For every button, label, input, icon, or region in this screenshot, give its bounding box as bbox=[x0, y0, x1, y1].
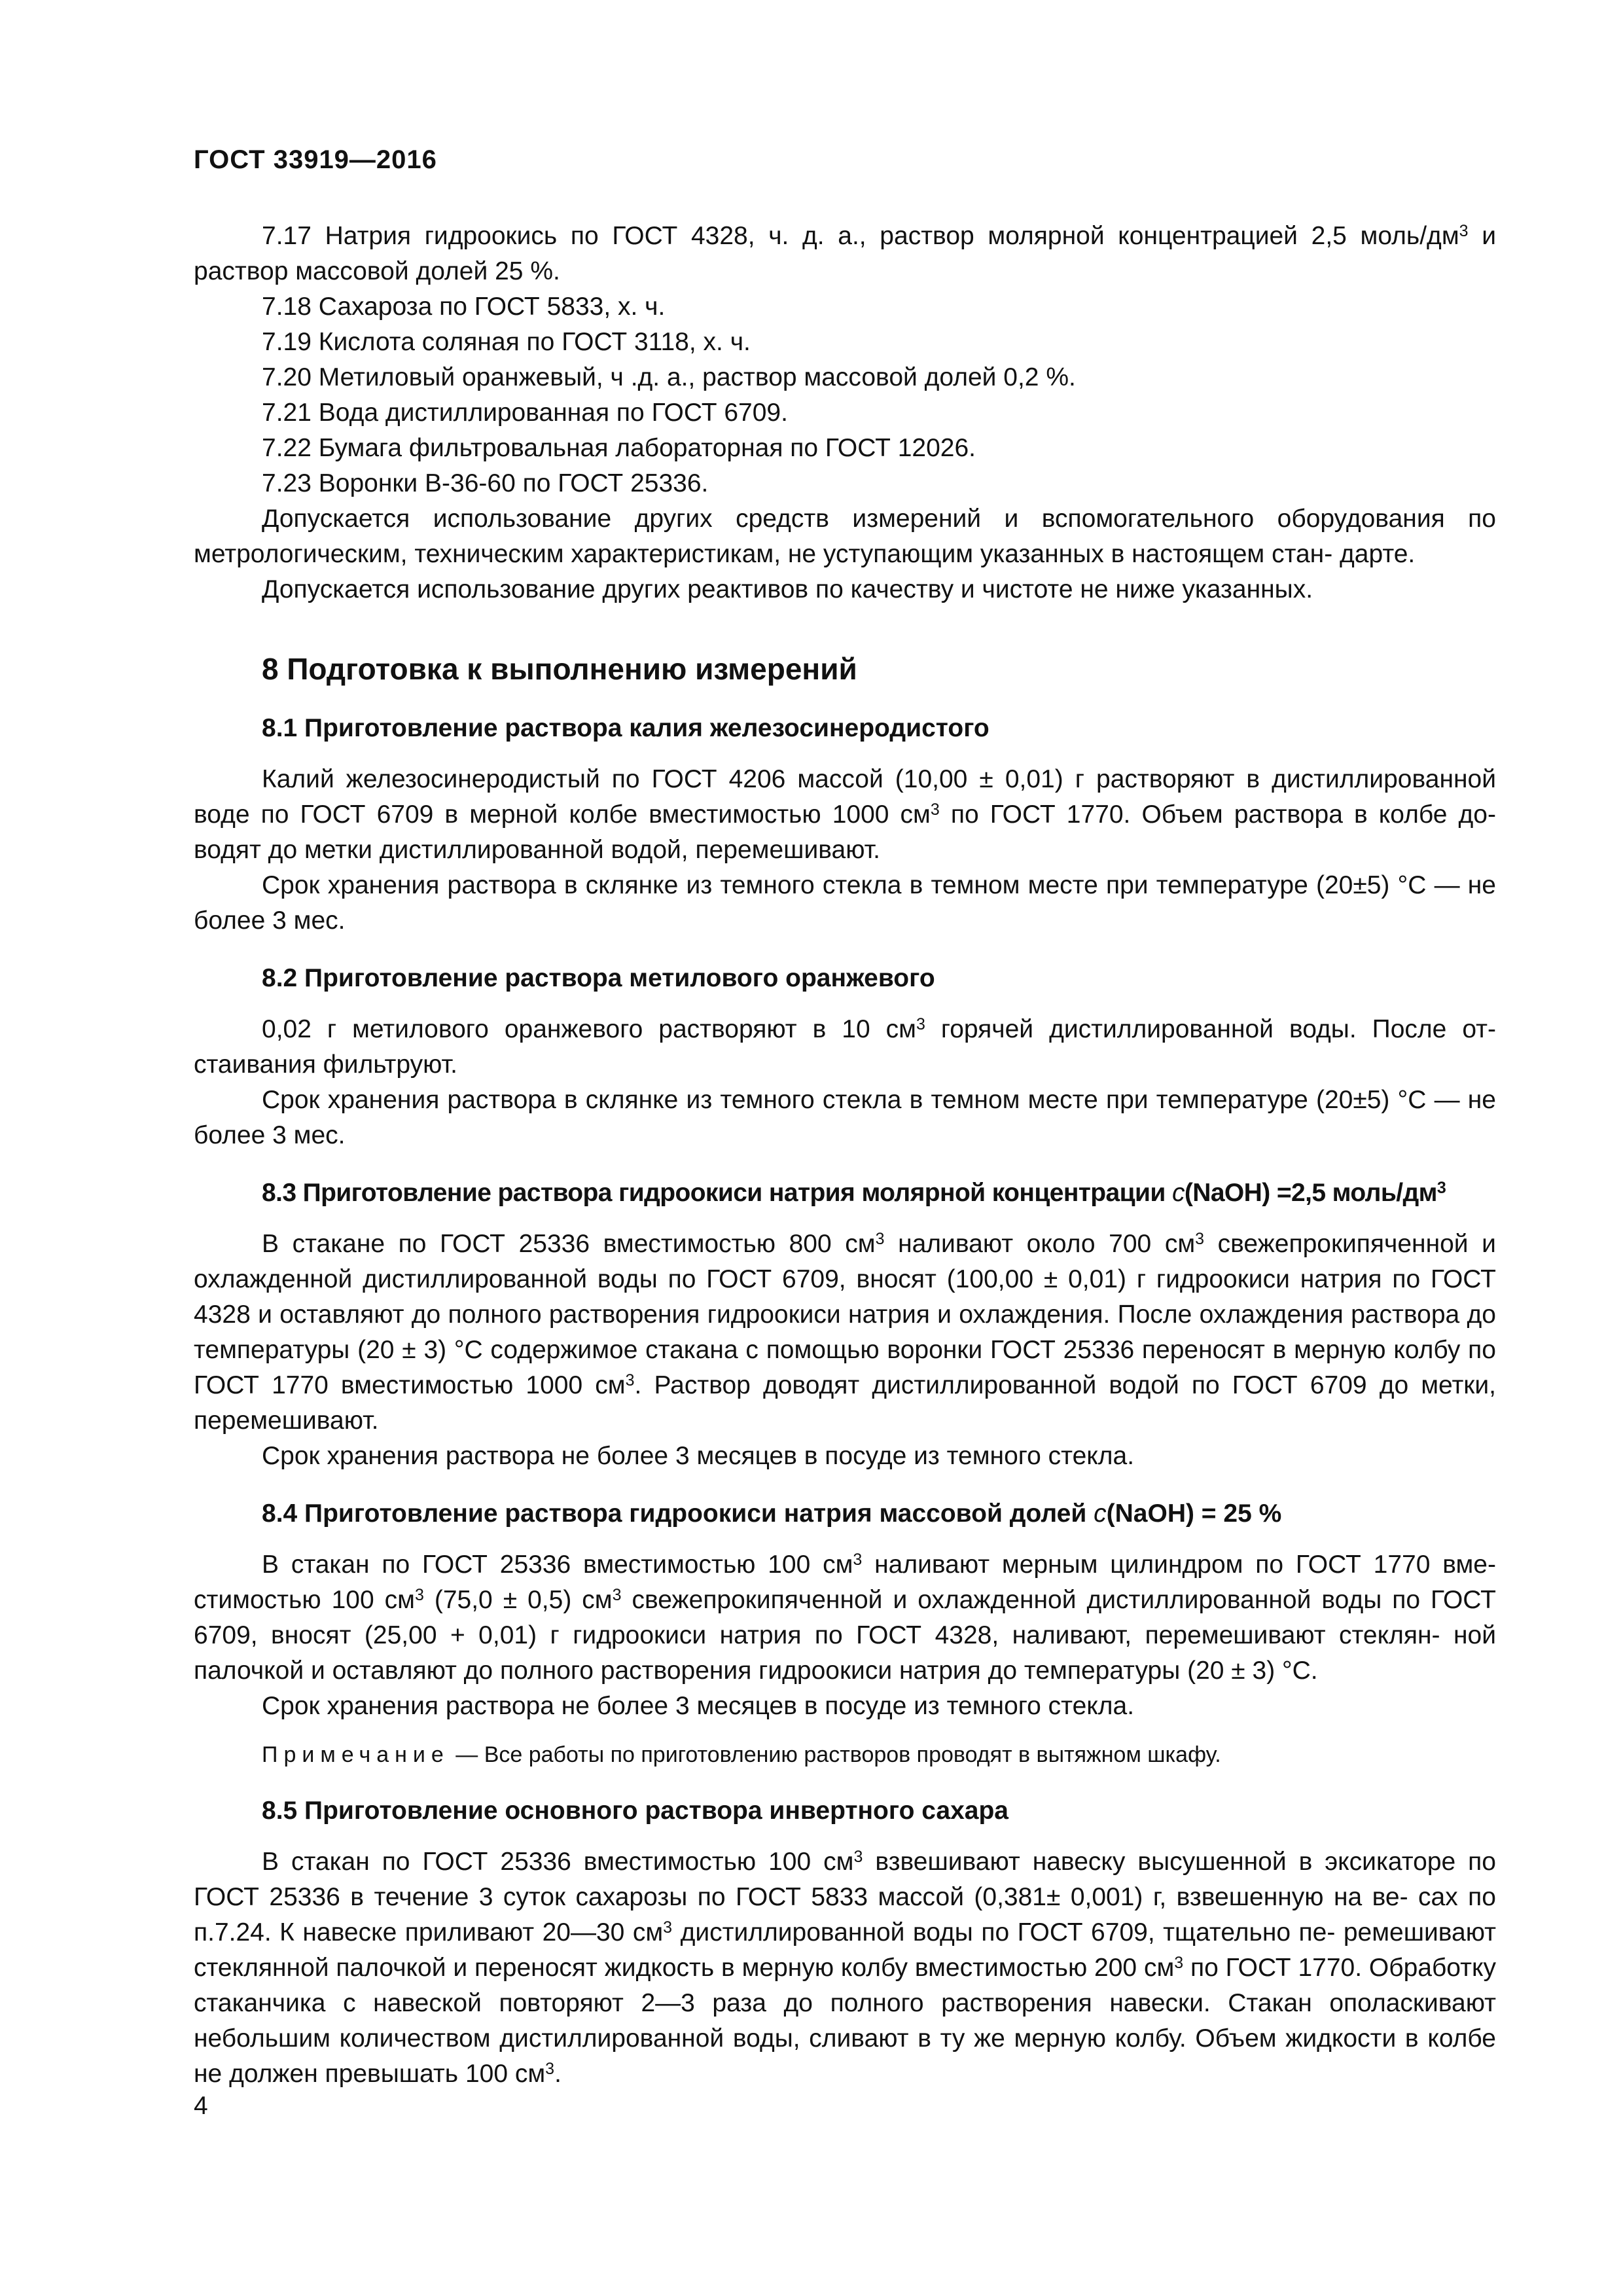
item-7-20: 7.20 Метиловый оранжевый, ч .д. а., раствор массовой долей 0,2 %. bbox=[262, 363, 1076, 391]
subsection-8-4-heading: 8.4 Приготовление раствора гидроокиси натрия массовой долей c(NaOH) = 25 % bbox=[262, 1499, 1282, 1528]
allowance-paragraph-1: Допускается использование других средств измерений и вспомогательного оборудования по метрологическим, техническим характеристикам, не уступающим указанных в настоящем стан- дарте. bbox=[194, 505, 1496, 568]
subsection-8-3-heading: 8.3 Приготовление раствора гидроокиси натрия молярной концентрации c(NaOH) =2,5 моль/$дм^3$ bbox=[262, 1179, 1446, 1207]
document-header: ГОСТ 33919—2016 bbox=[194, 145, 437, 174]
item-7-23: 7.23 Воронки В-36-60 по ГОСТ 25336. bbox=[262, 469, 709, 497]
page-number: 4 bbox=[194, 2092, 208, 2120]
subsection-8-2-heading: 8.2 Приготовление раствора метилового оранжевого bbox=[262, 964, 935, 992]
item-7-19: 7.19 Кислота соляная по ГОСТ 3118, х. ч. bbox=[262, 328, 751, 356]
note-text: — Все работы по приготовлению растворов проводят в вытяжном шкафу. bbox=[449, 1742, 1221, 1767]
item-7-21: 7.21 Вода дистиллированная по ГОСТ 6709. bbox=[262, 399, 788, 427]
paragraph-8-2-a: 0,02 г метилового оранжевого растворяют в 10 $см^3$ горячей дистиллированной воды. После от- стаивания фильтруют. bbox=[194, 1015, 1496, 1079]
paragraph-8-4-a: В стакан по ГОСТ 25336 вместимостью 100 $см^3$ наливают мерным цилиндром по ГОСТ 1770 вме- стимостью 100 $см^3$ (75,0 ± 0,5) $см^3$ свежепрокипяченной и охлажденной дистиллированной воды по ГОСТ 6709, вносят (25,00 + 0,01) г гидроокиси натрия по ГОСТ 4328, наливают, перемешивают стеклян- ной палочкой и оставляют до полного растворения гидроокиси натрия до температуры (20 ± 3) °С. bbox=[194, 1551, 1496, 1685]
note-8-4 bbox=[194, 1738, 1496, 1771]
page-content bbox=[194, 219, 1496, 2092]
section-8-heading: 8 Подготовка к выполнению измерений bbox=[262, 652, 857, 686]
subsection-8-1-heading: 8.1 Приготовление раствора калия железосинеродистого bbox=[262, 714, 990, 742]
paragraph-8-5-a: В стакан по ГОСТ 25336 вместимостью 100 $см^3$ взвешивают навеску высушенной в эксикаторе по ГОСТ 25336 в течение 3 суток сахарозы по ГОСТ 5833 массой (0,381± 0,001) г, взвешенную на ве- сах по п.7.24. К навеске приливают 20—30 $см^3$ дистиллированной воды по ГОСТ 6709, тщательно пе- ремешивают стеклянной палочкой и переносят жидкость в мерную колбу вместимостью 200 $см^3$ по ГОСТ 1770. Обработку стаканчика с навеской повторяют 2—3 раза до полного растворения навески. Стакан ополаскивают небольшим количеством дистиллированной воды, сливают в ту же мерную колбу. Объем жидкости в колбе не должен превышать 100 $см^3$. bbox=[194, 1848, 1496, 2088]
allowance-paragraph-2: Допускается использование других реактивов по качеству и чистоте не ниже указанных. bbox=[262, 575, 1313, 603]
paragraph-8-3-a: В стакане по ГОСТ 25336 вместимостью 800 $см^3$ наливают около 700 $см^3$ свежепрокипяченной и охлажденной дистиллированной воды по ГОСТ 6709, вносят (100,00 ± 0,01) г гидроокиси натрия по ГОСТ 4328 и оставляют до полного растворения гидроокиси натрия и охлаждения. После охлаждения раствора до температуры (20 ± 3) °С содержимое стакана с помощью воронки ГОСТ 25336 переносят в мерную колбу по ГОСТ 1770 вместимостью 1000 $см^3$. Раствор доводят дистиллированной водой по ГОСТ 6709 до метки, перемешивают. bbox=[194, 1230, 1496, 1435]
paragraph-8-1-b: Срок хранения раствора в склянке из темного стекла в темном месте при температуре (20±5) °С — не более 3 мес. bbox=[194, 871, 1496, 935]
item-7-18: 7.18 Сахароза по ГОСТ 5833, х. ч. bbox=[262, 293, 666, 321]
paragraph-8-3-b: Срок хранения раствора не более 3 месяцев в посуде из темного стекла. bbox=[262, 1442, 1135, 1470]
item-7-17: 7.17 Натрия гидроокись по ГОСТ 4328, ч. д. а., раствор молярной концентрацией 2,5 моль/$дм^3$ и раствор массовой долей 25 %. bbox=[194, 222, 1496, 285]
paragraph-8-4-b: Срок хранения раствора не более 3 месяцев в посуде из темного стекла. bbox=[262, 1692, 1135, 1720]
subsection-8-5-heading: 8.5 Приготовление основного раствора инвертного сахара bbox=[262, 1797, 1008, 1825]
item-7-22: 7.22 Бумага фильтровальная лабораторная по ГОСТ 12026. bbox=[262, 434, 976, 462]
paragraph-8-1-a: Калий железосинеродистый по ГОСТ 4206 массой (10,00 ± 0,01) г растворяют в дистиллированной воде по ГОСТ 6709 в мерной колбе вместимостью 1000 $см^3$ по ГОСТ 1770. Объем раствора в колбе до- водят до метки дистиллированной водой, перемешивают. bbox=[194, 765, 1496, 864]
paragraph-8-2-b: Срок хранения раствора в склянке из темного стекла в темном месте при температуре (20±5) °С — не более 3 мес. bbox=[194, 1086, 1496, 1149]
note-label: Примечание bbox=[262, 1742, 450, 1767]
